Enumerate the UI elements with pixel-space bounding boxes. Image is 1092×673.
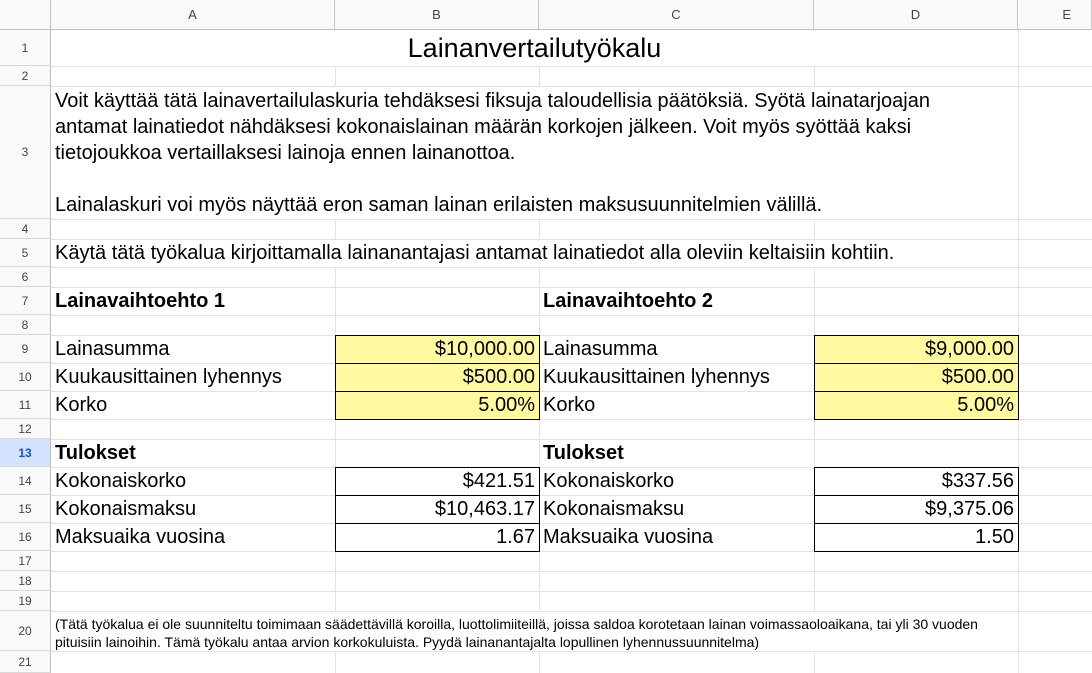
row-header-12[interactable]: 12 <box>0 419 51 439</box>
row-header-21[interactable]: 21 <box>0 651 51 673</box>
row-header-8[interactable]: 8 <box>0 315 51 335</box>
option1-input-payment[interactable]: $500.00 <box>335 363 540 392</box>
select-all-corner[interactable] <box>0 0 51 30</box>
gridline <box>51 219 1092 220</box>
row-header-6[interactable]: 6 <box>0 267 51 287</box>
row-header-5[interactable]: 5 <box>0 239 51 267</box>
gridline <box>51 571 1092 572</box>
row-header-13[interactable]: 13 <box>0 439 51 467</box>
option2-result-total[interactable]: $9,375.06 <box>814 495 1019 524</box>
row-header-10[interactable]: 10 <box>0 363 51 391</box>
row-header-17[interactable]: 17 <box>0 551 51 571</box>
row-header-19[interactable]: 19 <box>0 591 51 611</box>
option1-label-payment[interactable]: Kuukausittainen lyhennys <box>55 365 282 388</box>
row-header-7[interactable]: 7 <box>0 287 51 315</box>
option1-label-rate[interactable]: Korko <box>55 393 108 416</box>
option2-results-heading[interactable]: Tulokset <box>543 441 624 464</box>
option1-result-interest[interactable]: $421.51 <box>335 467 540 496</box>
option2-label-amount[interactable]: Lainasumma <box>543 337 658 360</box>
row-header-15[interactable]: 15 <box>0 495 51 523</box>
option2-result-label-years[interactable]: Maksuaika vuosina <box>543 525 714 548</box>
column-header-e[interactable]: E <box>1018 0 1092 30</box>
option2-input-rate[interactable]: 5.00% <box>814 391 1019 420</box>
option2-heading[interactable]: Lainavaihtoehto 2 <box>543 289 714 312</box>
column-header-c[interactable]: C <box>539 0 814 30</box>
option2-result-years[interactable]: 1.50 <box>814 523 1019 552</box>
sheet-title[interactable]: Lainanvertailutyökalu <box>407 32 662 63</box>
row-header-4[interactable]: 4 <box>0 219 51 239</box>
option2-input-amount[interactable]: $9,000.00 <box>814 335 1019 364</box>
gridline <box>51 591 1092 592</box>
row-header-20[interactable]: 20 <box>0 611 51 651</box>
row-header-18[interactable]: 18 <box>0 571 51 591</box>
option1-result-years[interactable]: 1.67 <box>335 523 540 552</box>
row-header-2[interactable]: 2 <box>0 66 51 86</box>
disclaimer-note[interactable]: (Tätä työkalua ei ole suunniteltu toimimaan säädettävillä koroilla, luottolimiiteillä, joissa saldoa korotetaan lainan voimassaoloaikana, tai yli 30 vuoden pituisiin lainoihin. Tämä työkalu antaa arvion korkokuluista. Pyydä lainanantajalta lopullinen lyhennussuunnitelma) <box>55 616 978 650</box>
row-header-14[interactable]: 14 <box>0 467 51 495</box>
option2-result-label-total[interactable]: Kokonaismaksu <box>543 497 685 520</box>
option1-result-label-total[interactable]: Kokonaismaksu <box>55 497 197 520</box>
option1-input-amount[interactable]: $10,000.00 <box>335 335 540 364</box>
row-header-11[interactable]: 11 <box>0 391 51 419</box>
option1-result-total[interactable]: $10,463.17 <box>335 495 540 524</box>
gridline <box>51 66 1092 67</box>
option2-label-payment[interactable]: Kuukausittainen lyhennys <box>543 365 770 388</box>
option2-label-rate[interactable]: Korko <box>543 393 596 416</box>
option2-result-interest[interactable]: $337.56 <box>814 467 1019 496</box>
column-header-d[interactable]: D <box>814 0 1018 30</box>
column-header-b[interactable]: B <box>335 0 539 30</box>
option2-input-payment[interactable]: $500.00 <box>814 363 1019 392</box>
row-header-9[interactable]: 9 <box>0 335 51 363</box>
option1-result-label-years[interactable]: Maksuaika vuosina <box>55 525 226 548</box>
row-header-16[interactable]: 16 <box>0 523 51 551</box>
option1-heading[interactable]: Lainavaihtoehto 1 <box>55 289 226 312</box>
gridline <box>51 267 1092 268</box>
option1-label-amount[interactable]: Lainasumma <box>55 337 170 360</box>
row-header-3[interactable]: 3 <box>0 86 51 219</box>
row-header-1[interactable]: 1 <box>0 30 51 66</box>
gridline <box>51 651 1092 652</box>
gridline <box>51 315 1092 316</box>
intro-cell[interactable] <box>51 86 1018 219</box>
option1-results-heading[interactable]: Tulokset <box>55 441 136 464</box>
intro-paragraph-2: Lainalaskuri voi myös näyttää eron saman lainan erilaisten maksusuunnitelmien välillä. <box>55 194 823 216</box>
option2-result-label-interest[interactable]: Kokonaiskorko <box>543 469 675 492</box>
instruction-text[interactable]: Käytä tätä työkalua kirjoittamalla lainanantajasi antamat lainatiedot alla oleviin keltaisiin kohtiin. <box>55 241 895 264</box>
option1-input-rate[interactable]: 5.00% <box>335 391 540 420</box>
column-header-a[interactable]: A <box>51 0 335 30</box>
option1-result-label-interest[interactable]: Kokonaiskorko <box>55 469 187 492</box>
intro-paragraph-1: Voit käyttää tätä lainavertailulaskuria tehdäksesi fiksuja taloudellisia päätöksiä. Syötä lainatarjoajan antamat lainatiedot nähdäksesi kokonaislainan määrän korkojen jälkeen. Voit myös syöttää kaksi tietojoukkoa vertaillaksesi lainoja ennen lainanottoa. <box>55 90 930 164</box>
